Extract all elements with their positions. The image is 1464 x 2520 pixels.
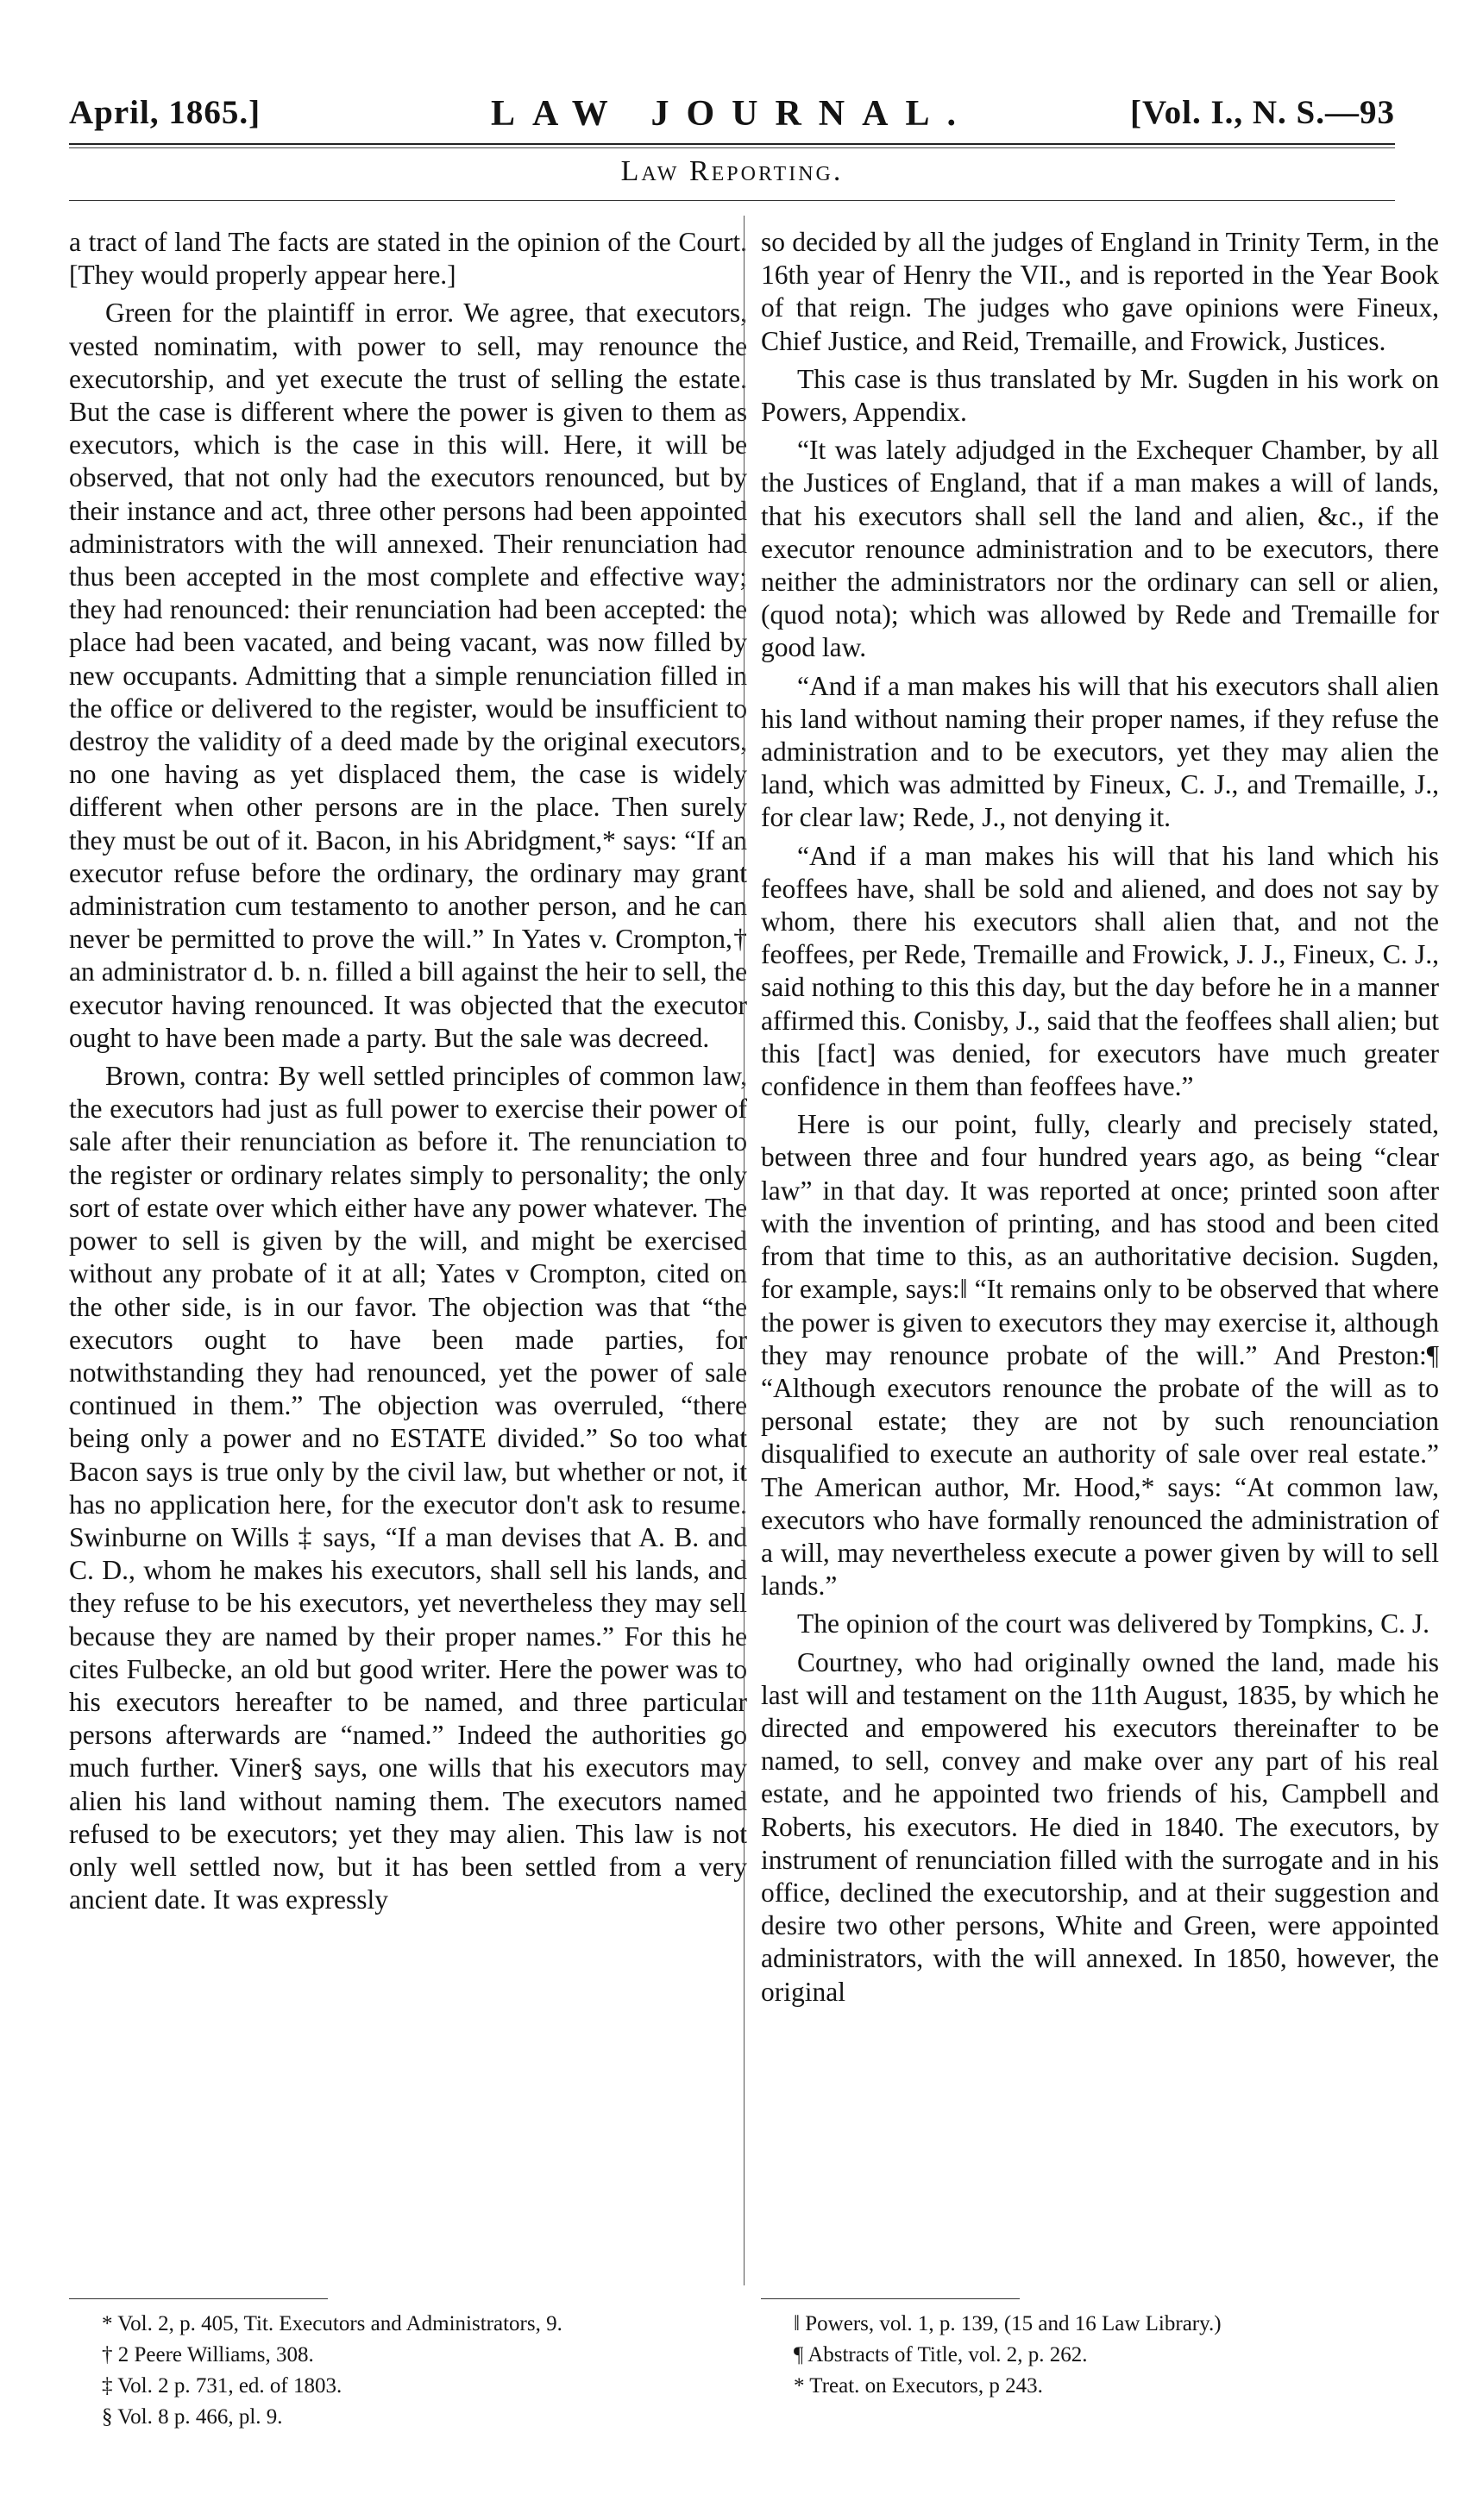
paragraph: “It was lately adjudged in the Exchequer Chamber, by all the Justices of England, that if a man makes a will of lands, that his executors shall sell the land and alien, &c., if the executor renounce administration and to be executors, there neither the administrators nor the ordinary can sell or alien, (quod nota); which was allowed by Rede and Tremaille for good law. <box>761 435 1439 663</box>
footnote-rule <box>761 2298 1020 2299</box>
paragraph: a tract of land The facts are stated in the opinion of the Court. [They would properly appear here.] <box>69 227 747 291</box>
column-divider <box>744 216 745 2285</box>
paragraph: Here is our point, fully, clearly and precisely stated, between three and four hundred years ago, as being “clear law” in that day. It was reported at once; printed soon after with the invention of printing, and has stood and been cited from that time to this, as an authoritative decision. Sugden, for example, says:‖ “It remains only to be observed that where the power is given to executors they may exercise it, although they may renounce probate of the will.” And Preston:¶ “Although executors renounce the probate of the will as to personal estate; they are not by such renounciation disqualified to execute an authority of sale over real estate.” The American author, Mr. Hood,* says: “At common law, executors who have formally renounced the administration of a will, may nevertheless execute a power given by will to sell lands.” <box>761 1109 1439 1602</box>
footnote: * Treat. on Executors, p 243. <box>794 2374 1043 2398</box>
running-head-title: LAW JOURNAL. <box>491 94 973 134</box>
paragraph: Brown, contra: By well settled principles of common law, the executors had just as full power to exercise their power of sale after their renunciation as before it. The renunciation to the register or ordinary relates simply to personality; the only sort of estate over which either have any power whatever. The power to sell is given by the will, and might be exercised without any probate of it at all; Yates v Crompton, cited on the other side, is in our favor. The objection was that “the executors ought to have been made parties, for notwithstanding they had renounced, yet the power of sale continued in them.” The objection was overruled, “there being only a power and no ESTATE divided.” So too what Bacon says is true only by the civil law, but whether or not, it has no application here, for the executor don't ask to resume. Swinburne on Wills ‡ says, “If a man devises that A. B. and C. D., whom he makes his executors, shall sell his lands, and they refuse to be his executors, yet nevertheless they may sell because they are named by their proper names.” For this he cites Fulbecke, an old but good writer. Here the power was to his executors hereafter to be named, and three particular persons afterwards are “named.” Indeed the authorities go much further. Viner§ says, one wills that his executors may alien his land without naming them. The executors named refused to be executors; yet they may alien. This law is not only well settled now, but it has been settled from a very ancient date. It was expressly <box>69 1061 747 1915</box>
paragraph: “And if a man makes his will that his land which his feoffees have, shall be sold and aliened, and does not say by whom, there his executors shall alien that, and not the feoffees, per Rede, Tremaille and Frowick, J. J., Fineux, C. J., said nothing to this this day, but the day before he in a manner affirmed this. Conisby, J., said that the feoffees shall alien; but this [fact] was denied, for executors have much greater confidence in them than feoffees have.” <box>761 840 1439 1102</box>
paragraph: “And if a man makes his will that his executors shall alien his land without naming their proper names, if they refuse the administration and to be executors, yet they may alien the land, which was admitted by Fineux, C. J., and Tremaille, J., for clear law; Rede, J., not denying it. <box>761 670 1439 833</box>
footnote-rule <box>69 2298 328 2299</box>
header-rule-thin <box>69 147 1395 148</box>
section-rule <box>69 200 1395 201</box>
paragraph: so decided by all the judges of England in Trinity Term, in the 16th year of Henry the VII., and is reported in the Year Book of that reign. The judges who gave opinions were Fineux, Chief Justice, and Reid, Tremaille, and Frowick, Justices. <box>761 227 1439 356</box>
footnote: ‖ Powers, vol. 1, p. 139, (15 and 16 Law Library.) <box>794 2312 1222 2335</box>
footnote: § Vol. 8 p. 466, pl. 9. <box>102 2405 283 2429</box>
footnote: † 2 Peere Williams, 308. <box>102 2343 314 2366</box>
header-rule <box>69 143 1395 145</box>
paragraph: The opinion of the court was delivered by Tompkins, C. J. <box>797 1608 1429 1639</box>
running-head-date: April, 1865.] <box>69 94 261 131</box>
running-head <box>69 93 1395 145</box>
footnote: ¶ Abstracts of Title, vol. 2, p. 262. <box>794 2343 1088 2366</box>
running-head-volume-page: [Vol. I., N. S.—93 <box>1130 94 1395 131</box>
section-heading: Law Reporting. <box>620 155 844 187</box>
paragraph: Green for the plaintiff in error. We agree, that executors, vested nominatim, with power to sell, may renounce the executorship, and yet execute the trust of selling the estate. But the case is different where the power is given to them as executors, which is the case in this will. Here, it will be observed, that not only had the executors renounced, but by their instance and act, three other persons had been appointed administrators with the will annexed. Their renunciation had thus been accepted in the most complete and effective way; they had renounced: their renunciation had been accepted: the place had been vacated, and being vacant, was now filled by new occupants. Admitting that a simple renunciation filled in the office or delivered to the register, would be insufficient to destroy the validity of a deed made by the original executors, no one having as yet displaced them, the case is widely different when other persons are in the place. Then surely they must be out of it. Bacon, in his Abridgment,* says: “If an executor refuse before the ordinary, the ordinary may grant administration cum testamento to another person, and he can never be permitted to prove the will.” In Yates v. Crompton,† an administrator d. b. n. filled a bill against the heir to sell, the executor having renounced. It was objected that the executor ought to have been made a party. But the sale was decreed. <box>69 298 747 1053</box>
paragraph: Courtney, who had originally owned the land, made his last will and testament on the 11th August, 1835, by which he directed and empowered his executors thereinafter to be named, to sell, convey and make over any part of his real estate, and he appointed two friends of his, Campbell and Roberts, his executors. He died in 1840. The executors, by instrument of renunciation filled with the surrogate and in his office, declined the executorship, and at their suggestion and desire two other persons, White and Green, were appointed administrators, with the will annexed. In 1850, however, the original <box>761 1646 1439 2007</box>
footnotes-left <box>69 2311 747 2435</box>
left-column <box>69 226 747 2283</box>
footnote: * Vol. 2, p. 405, Tit. Executors and Administrators, 9. <box>102 2312 562 2335</box>
footnote: ‡ Vol. 2 p. 731, ed. of 1803. <box>102 2374 342 2398</box>
paragraph: This case is thus translated by Mr. Sugden in his work on Powers, Appendix. <box>761 363 1439 428</box>
footnotes-right <box>761 2311 1439 2404</box>
right-column <box>761 226 1439 2283</box>
